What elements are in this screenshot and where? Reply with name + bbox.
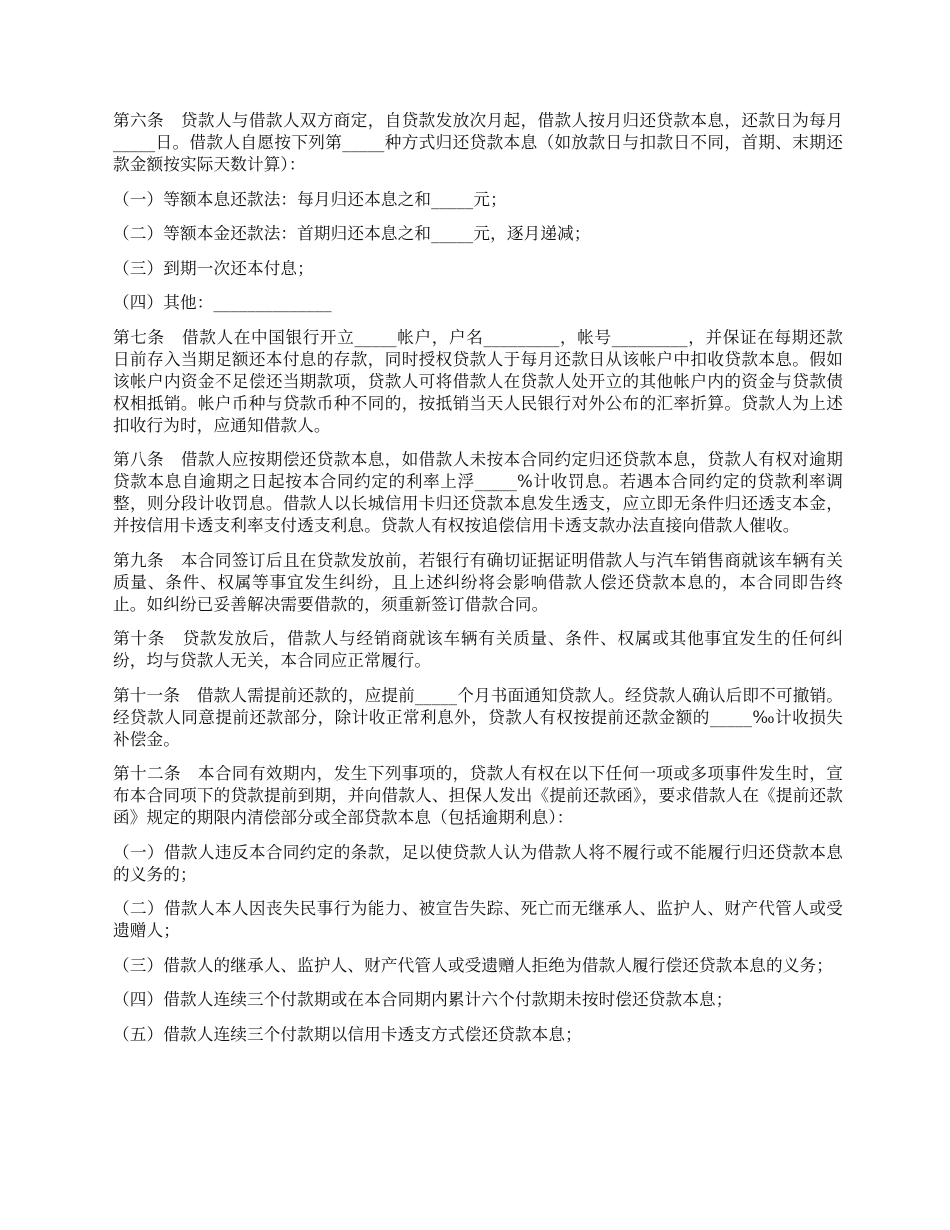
contract-page — [113, 110, 843, 1058]
article-8: 第八条 借款人应按期偿还贷款本息，如借款人未按本合同约定归还贷款本息，贷款人有权对逾期贷款本息自逾期之日起按本合同约定的利率上浮_____%计收罚息。若遇本合同约定的贷款利率调整，则分段计收罚息。借款人以长城信用卡归还贷款本息发生透支，应立即无条件归还透支本金，并按信用卡透支利率支付透支利息。贷款人有权按追偿信用卡透支款办法直接向借款人催收。 — [113, 450, 843, 535]
article-6: 第六条 贷款人与借款人双方商定，自贷款发放次月起，借款人按月归还贷款本息，还款日为每月_____日。借款人自愿按下列第_____种方式归还贷款本息（如放款日与扣款日不同，首期、末期还款金额按实际天数计算）： — [113, 111, 843, 174]
article-6-option-2: （二）等额本金还款法：首期归还本息之和_____元，逐月递减； — [113, 224, 591, 243]
article-12-item-1: （一）借款人违反本合同约定的条款，足以使贷款人认为借款人将不履行或不能履行归还贷款本息的义务的； — [113, 842, 843, 884]
article-10: 第十条 贷款发放后，借款人与经销商就该车辆有关质量、条件、权属或其他事宜发生的任何纠纷，均与贷款人无关，本合同应正常履行。 — [113, 629, 843, 670]
article-9: 第九条 本合同签订后且在贷款发放前，若银行有确切证据证明借款人与汽车销售商就该车辆有关质量、条件、权属等事宜发生纠纷，且上述纠纷将会影响借款人偿还贷款本息的，本合同即告终止。如纠纷已妥善解决需要借款的，须重新签订借款合同。 — [113, 550, 843, 614]
article-6-option-4: （四）其他：______________ — [113, 293, 332, 312]
article-6-option-1: （一）等额本息还款法：每月归还本息之和_____元； — [113, 189, 507, 209]
article-12-item-4: （四）借款人连续三个付款期或在本合同期内累计六个付款期未按时偿还贷款本息； — [113, 990, 733, 1009]
article-7: 第七条 借款人在中国银行开立_____帐户，户名_________，帐号_________，并保证在每期还款日前存入当期足额还本付息的存款，同时授权贷款人于每月还款日从该帐户中扣收贷款本息。假如该帐户内资金不足偿还当期款项，贷款人可将借款人在贷款人处开立的其他帐户内的资金与贷款债权相抵销。帐户币种与贷款币种不同的，按抵销当天人民银行对外公布的汇率折算。贷款人为上述扣收行为时，应通知借款人。 — [113, 327, 843, 435]
article-12-item-5: （五）借款人连续三个付款期以信用卡透支方式偿还贷款本息； — [113, 1024, 582, 1044]
article-12: 第十二条 本合同有效期内，发生下列事项的，贷款人有权在以下任何一项或多项事件发生时，宣布本合同项下的贷款提前到期，并向借款人、担保人发出《提前还款函》，要求借款人在《提前还款函》规定的期限内清偿部分或全部贷款本息（包括逾期利息）： — [113, 764, 843, 827]
article-12-item-3: （三）借款人的继承人、监护人、财产代管人或受遗赠人拒绝为借款人履行偿还贷款本息的义务； — [113, 955, 833, 975]
article-12-item-2: （二）借款人本人因丧失民事行为能力、被宣告失踪、死亡而无继承人、监护人、财产代管人或受遗赠人； — [113, 899, 843, 940]
article-11: 第十一条 借款人需提前还款的，应提前_____个月书面通知贷款人。经贷款人确认后即不可撤销。经贷款人同意提前还款部分，除计收正常利息外，贷款人有权按提前还款金额的_____‰计收损失补偿金。 — [113, 685, 843, 749]
article-6-option-3: （三）到期一次还本付息； — [113, 258, 314, 278]
